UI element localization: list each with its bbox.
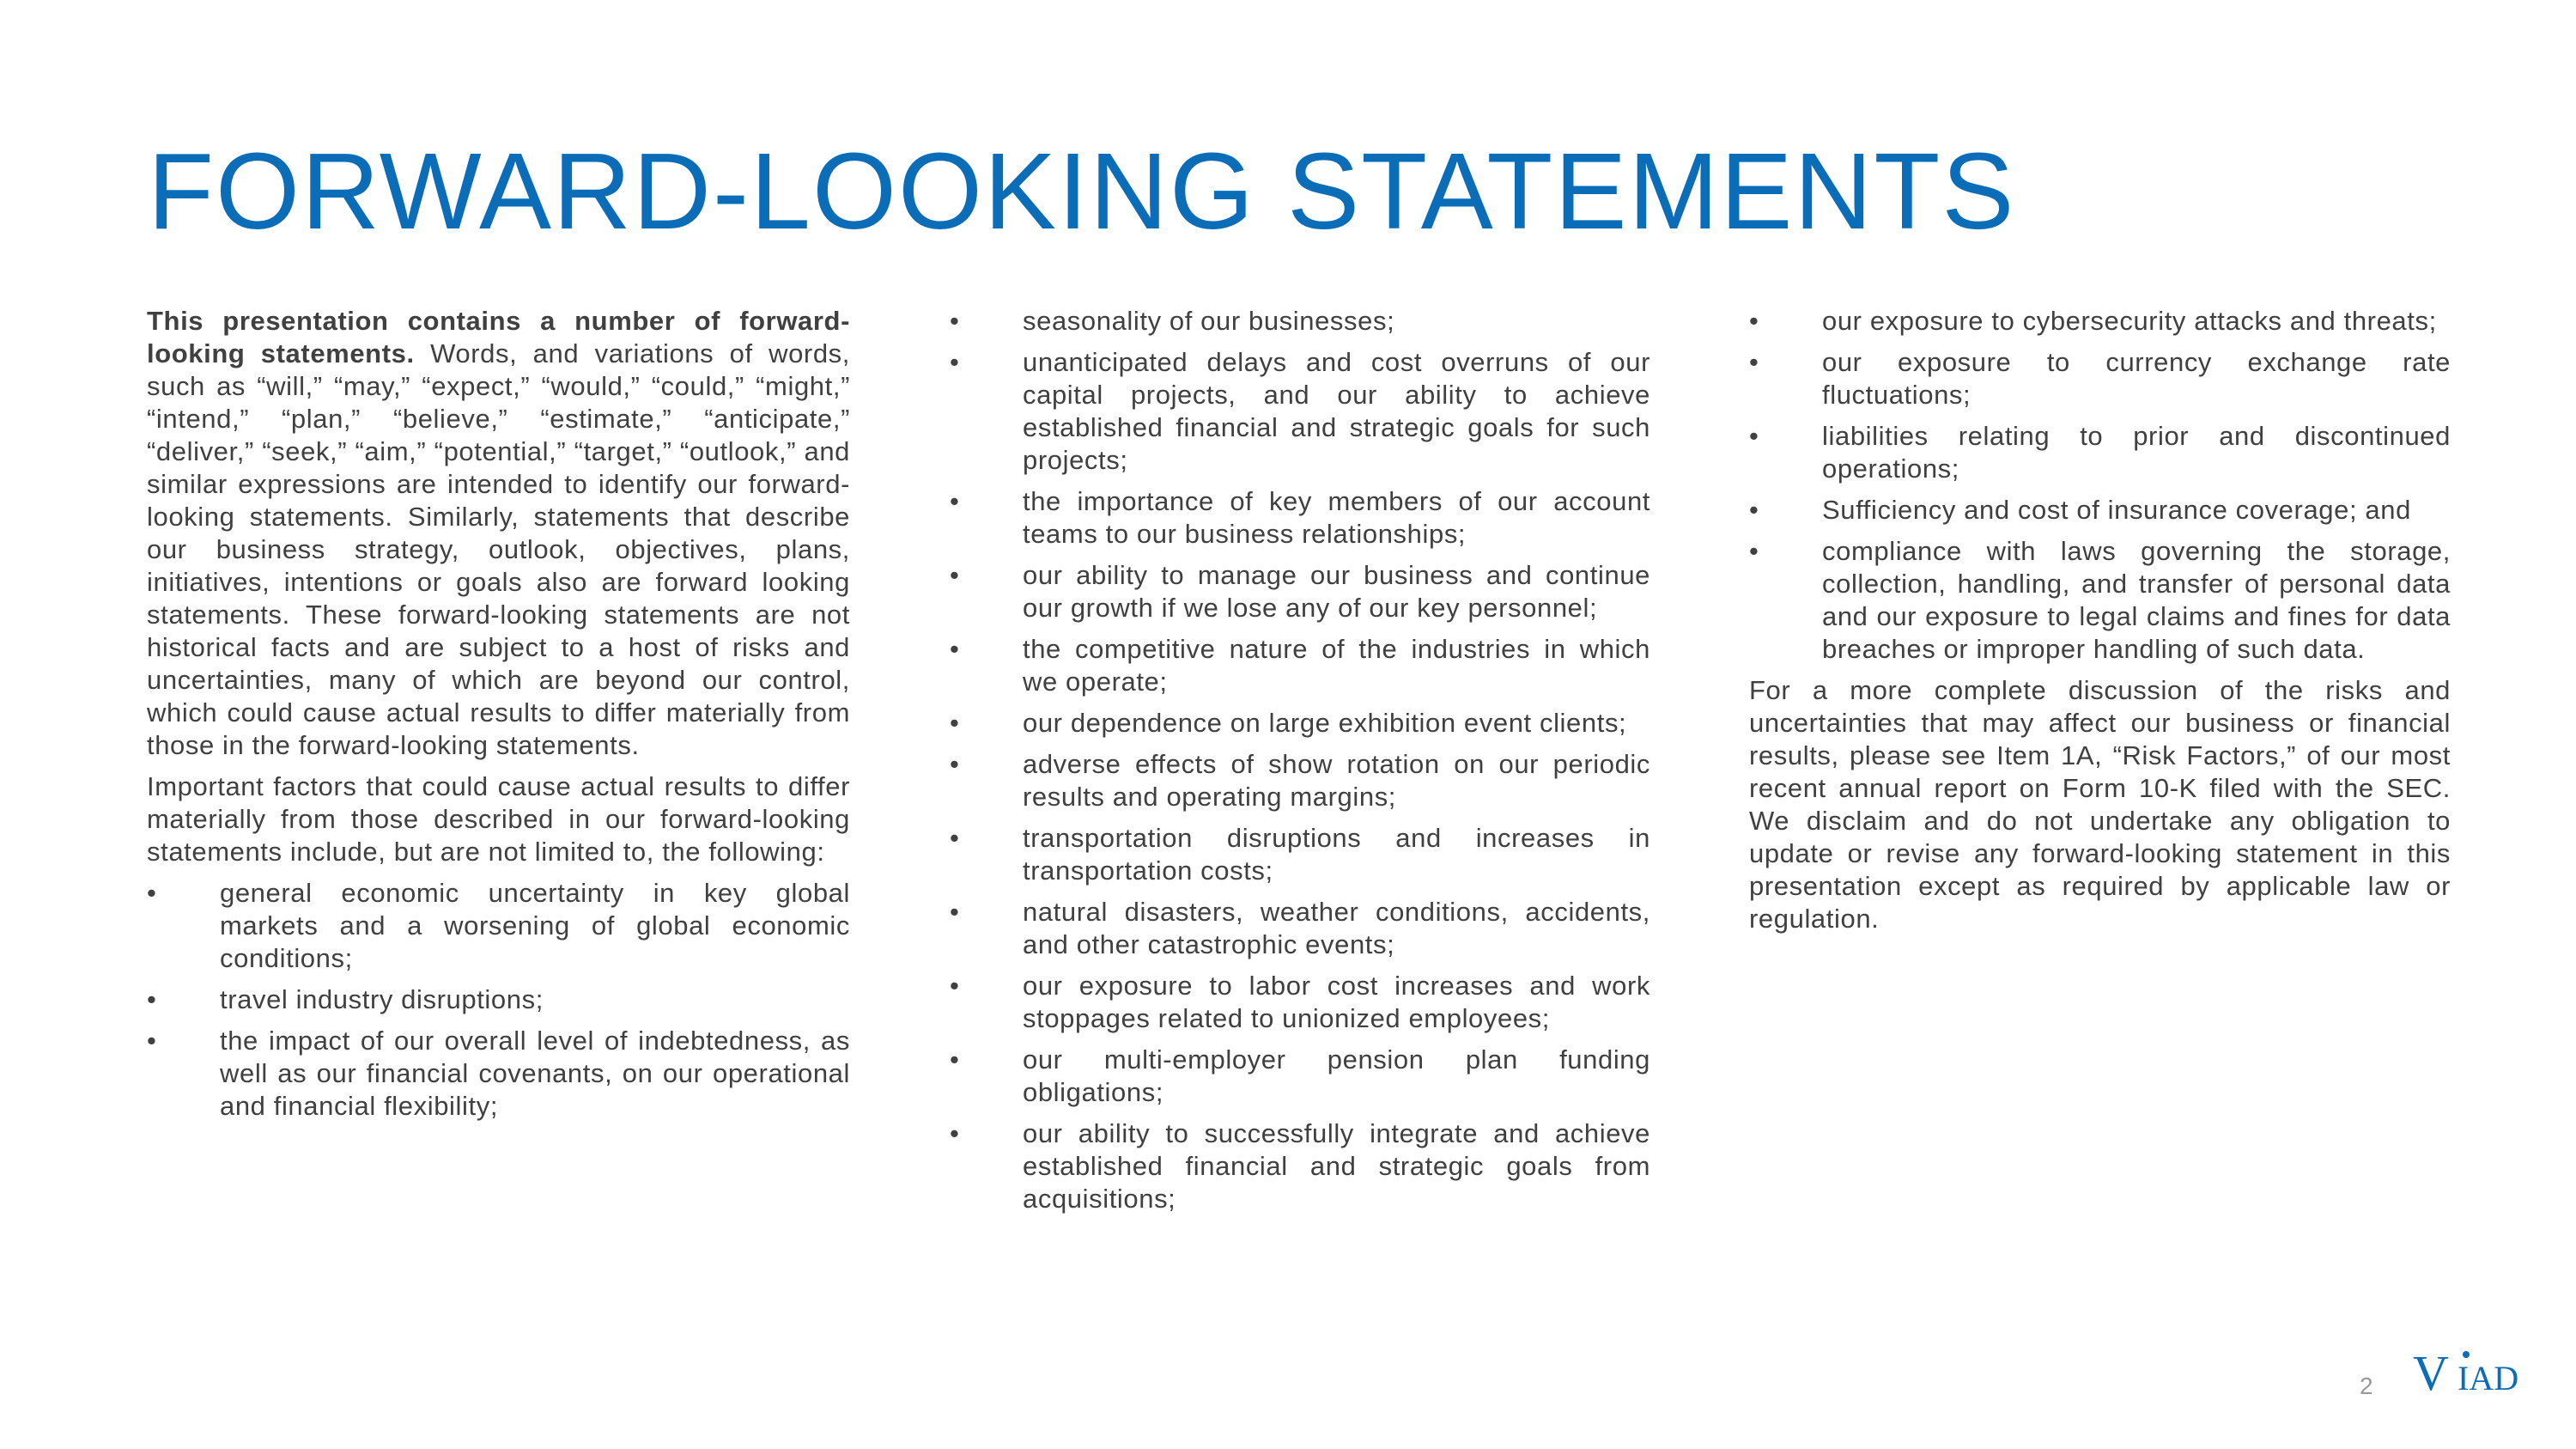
bullet-text: Sufficiency and cost of insurance coverage; and [1822,495,2411,525]
bullet-item [147,877,850,975]
bullet-icon: • [950,971,960,1001]
factors-intro: Important factors that could cause actual results to differ materially from those described in our forward-looking statements include, but are not limited to, the following: [147,771,850,867]
bullet-list [1749,305,2451,666]
bullet-item [950,1044,1650,1109]
bullet-item [950,748,1650,813]
bullet-icon: • [147,984,157,1014]
bullet-text: our exposure to currency exchange rate fluctuations; [1822,347,2451,410]
bullet-list [147,877,850,1123]
bullet-icon: • [147,878,157,908]
bullet-icon: • [950,634,960,664]
bullet-item [950,1117,1650,1215]
intro-paragraph [147,305,850,762]
bullet-icon: • [950,560,960,590]
bullet-item [950,346,1650,477]
bullet-text: our ability to manage our business and continue our growth if we lose any of our key personnel; [1023,560,1650,623]
bullet-item [950,305,1650,338]
intro-text: Words, and variations of words, such as “will,” “may,” “expect,” “would,” “could,” “might,” “intend,” “plan,” “believe,” “estimate,” “anticipate,” “deliver,” “seek,” “aim,” “potential,” “target,” “outlook,” and similar expressions are intended to identify our forward-looking statements. Similarly, statements that describe our business strategy, outlook, objectives, plans, initiatives, intentions or goals also are forward looking statements. These forward-looking statements are not historical facts and are subject to a host of risks and uncertainties, many of which are beyond our control, which could cause actual results to differ materially from those in the forward-looking statements. [147,338,850,760]
bullet-icon: • [950,1044,960,1075]
bullet-item [147,1025,850,1123]
bullet-item [1749,346,2451,411]
bullet-item [147,983,850,1016]
column-3 [1749,305,2451,944]
bullet-icon: • [1749,347,1759,377]
column-1 [147,305,850,1131]
bullet-item [950,970,1650,1035]
bullet-text: the impact of our overall level of indebtedness, as well as our financial covenants, on our operational and financial flexibility; [220,1026,850,1121]
bullet-text: travel industry disruptions; [220,984,544,1014]
bullet-text: transportation disruptions and increases in transportation costs; [1023,823,1650,886]
bullet-text: the competitive nature of the industries in which we operate; [1023,634,1650,697]
svg-text:V: V [2413,1349,2449,1401]
bullet-text: compliance with laws governing the storage, collection, handling, and transfer of personal data and our exposure to legal claims and fines for data breaches or improper handling of such data. [1822,536,2451,664]
bullet-icon: • [1749,536,1759,566]
bullet-icon: • [950,486,960,516]
bullet-text: adverse effects of show rotation on our periodic results and operating margins; [1023,749,1650,812]
bullet-item [950,485,1650,551]
bullet-item [1749,535,2451,666]
bullet-icon: • [950,749,960,779]
intro-bold: This presentation contains a number of forward-looking statements. [147,306,850,368]
bullet-icon: • [950,823,960,853]
bullet-item [950,707,1650,740]
bullet-item [950,633,1650,698]
bullet-item [1749,494,2451,527]
bullet-item [1749,305,2451,338]
bullet-text: seasonality of our businesses; [1023,306,1395,336]
svg-text:IAD: IAD [2458,1359,2519,1397]
bullet-list [950,305,1650,1215]
bullet-icon: • [950,897,960,927]
bullet-item [950,559,1650,624]
page-number: 2 [2360,1373,2373,1399]
bullet-text: general economic uncertainty in key global markets and a worsening of global economic conditions; [220,878,850,973]
bullet-text: the importance of key members of our account teams to our business relationships; [1023,486,1650,549]
bullet-icon: • [950,306,960,336]
bullet-icon: • [1749,306,1759,336]
bullet-item [1749,420,2451,485]
bullet-text: our dependence on large exhibition event clients; [1023,708,1627,738]
viad-logo [2413,1349,2533,1417]
bullet-icon: • [950,347,960,377]
column-2 [950,305,1650,1224]
bullet-text: natural disasters, weather conditions, accidents, and other catastrophic events; [1023,897,1650,959]
bullet-icon: • [1749,421,1759,451]
closing-paragraph: For a more complete discussion of the risks and uncertainties that may affect our business or financial results, please see Item 1A, “Risk Factors,” of our most recent annual report on Form 10-K filed with the SEC. We disclaim and do not undertake any obligation to update or revise any forward-looking statement in this presentation except as required by applicable law or regulation. [1749,675,2451,934]
bullet-icon: • [950,708,960,738]
bullet-icon: • [147,1026,157,1056]
bullet-text: our ability to successfully integrate and achieve established financial and strategic goals from acquisitions; [1023,1118,1650,1214]
bullet-icon: • [950,1118,960,1148]
page-title: FORWARD-LOOKING STATEMENTS [148,131,2016,252]
bullet-icon: • [1749,495,1759,525]
bullet-text: liabilities relating to prior and discontinued operations; [1822,421,2451,484]
bullet-text: our exposure to labor cost increases and work stoppages related to unionized employees; [1023,971,1650,1033]
bullet-text: our exposure to cybersecurity attacks and threats; [1822,306,2437,336]
bullet-text: our multi-employer pension plan funding obligations; [1023,1044,1650,1107]
bullet-text: unanticipated delays and cost overruns of our capital projects, and our ability to achieve established financial and strategic goals for such projects; [1023,347,1650,475]
bullet-item [950,896,1650,961]
bullet-item [950,822,1650,887]
